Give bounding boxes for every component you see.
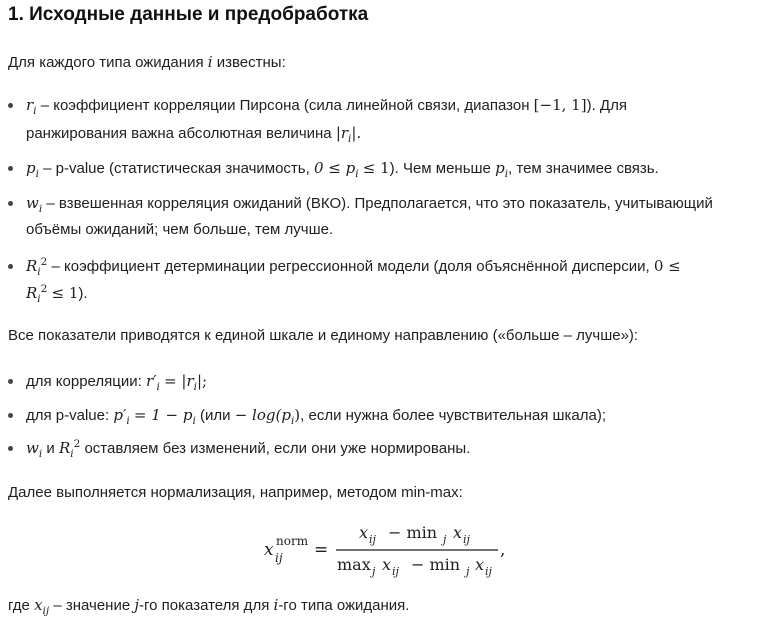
formula-den-x2-sub: ij bbox=[485, 565, 492, 578]
bullet-dot bbox=[8, 103, 13, 108]
formula-den-max-sub: j bbox=[372, 565, 376, 578]
formula-num-x: x bbox=[359, 523, 369, 542]
formula-num-x2-sub: ij bbox=[463, 533, 470, 546]
formula-lhs-sub: ij bbox=[275, 551, 283, 565]
formula-lhs-sup: norm bbox=[276, 534, 309, 548]
formula-den-max: max bbox=[337, 555, 371, 574]
bullet-r-line1: $r_i$ – коэффициент корреляции Пирсона (сила линейной связи, диапазон [−1, 1]). Для bbox=[26, 96, 627, 117]
formula-den-x2: x bbox=[475, 555, 485, 574]
section-heading: 1. Исходные данные и предобработка bbox=[8, 4, 369, 25]
minmax-formula bbox=[0, 518, 773, 588]
formula-den-x-sub: ij bbox=[392, 565, 399, 578]
formula-num-min-sub: j bbox=[443, 533, 447, 546]
bullet-w-line2: объёмы ожиданий; чем больше, тем лучше. bbox=[26, 221, 334, 238]
bullet-dot bbox=[8, 264, 13, 269]
scale-bullet-correlation: для корреляции: $r'_i = |r_i|$; bbox=[26, 372, 208, 393]
formula-comma: , bbox=[500, 540, 506, 560]
formula-lhs: x bbox=[264, 540, 274, 560]
bullet-w-line1: $w_i$ – взвешенная корреляция ожиданий (ВКО). Предполагается, что это показатель, учитывающий bbox=[26, 194, 713, 215]
formula-num-x-sub: ij bbox=[369, 533, 376, 546]
formula-den-min: − min bbox=[411, 555, 461, 574]
intro-text: Для каждого типа ожидания i известны: bbox=[8, 53, 286, 71]
bullet-p: $p_i$ – p-value (статистическая значимость, $0 \le p_i \le 1$). Чем меньше $p_i$, тем значимее связь. bbox=[26, 159, 659, 180]
normalization-note: Далее выполняется нормализация, например, методом min-max: bbox=[8, 484, 463, 501]
formula-num-min: − min bbox=[388, 523, 438, 542]
scale-bullet-unchanged: $w_i$ и $R_i^2$ оставляем без изменений, если они уже нормированы. bbox=[26, 438, 471, 460]
formula-equals: = bbox=[314, 540, 329, 560]
bullet-dot bbox=[8, 201, 13, 206]
bullet-r-line2: ранжирования важна абсолютная величина $|r_i|$. bbox=[26, 124, 362, 145]
scale-bullet-pvalue: для p-value: $p'_i = 1 - p_i$ ($или - \log(p_i)$, если нужна более чувствительная шкала); bbox=[26, 406, 607, 427]
formula-num-x2: x bbox=[453, 523, 463, 542]
footer-text: где $x_{ij}$ – значение j-го показателя для i-го типа ожидания. bbox=[8, 596, 410, 617]
bullet-dot bbox=[8, 413, 13, 418]
bullet-dot bbox=[8, 379, 13, 384]
formula-den-x: x bbox=[382, 555, 392, 574]
scale-note: Все показатели приводятся к единой шкале и единому направлению («больше – лучше»): bbox=[8, 327, 639, 344]
bullet-r2-line2: $R_i^2 \le 1$). bbox=[26, 283, 88, 305]
bullet-r2-line1: $R_i^2$ – коэффициент детерминации регрессионной модели (доля объяснённой дисперсии, 0 ≤ bbox=[26, 256, 681, 278]
formula-den-min-sub: j bbox=[466, 565, 470, 578]
bullet-dot bbox=[8, 446, 13, 451]
bullet-dot bbox=[8, 166, 13, 171]
